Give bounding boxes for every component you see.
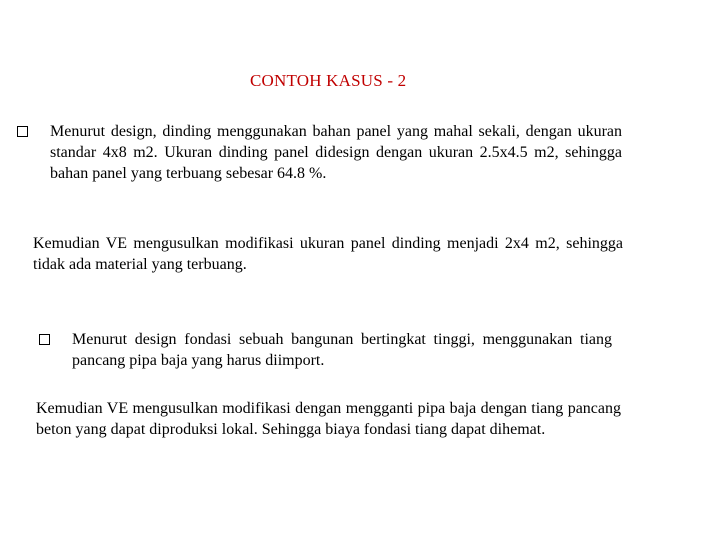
square-bullet-icon: [39, 334, 50, 345]
paragraph-ve-foundation-proposal: Kemudian VE mengusulkan modifikasi dengan mengganti pipa baja dengan tiang pancang beton yang dapat diproduksi lokal. Sehingga biaya fondasi tiang dapat dihemat.: [36, 400, 621, 438]
paragraph-wall-panel-design: Menurut design, dinding menggunakan bahan panel yang mahal sekali, dengan ukuran standar 4x8 m2. Ukuran dinding panel didesign dengan ukuran 2.5x4.5 m2, sehingga bahan panel yang terbuang sebesar 64.8 %.: [50, 123, 622, 182]
square-bullet-icon: [17, 126, 28, 137]
slide-title: CONTOH KASUS - 2: [250, 71, 407, 90]
paragraph-foundation-design: Menurut design fondasi sebuah bangunan bertingkat tinggi, menggunakan tiang pancang pipa baja yang harus diimport.: [72, 331, 612, 369]
paragraph-ve-wall-panel-proposal: Kemudian VE mengusulkan modifikasi ukuran panel dinding menjadi 2x4 m2, sehingga tidak ada material yang terbuang.: [33, 235, 623, 273]
